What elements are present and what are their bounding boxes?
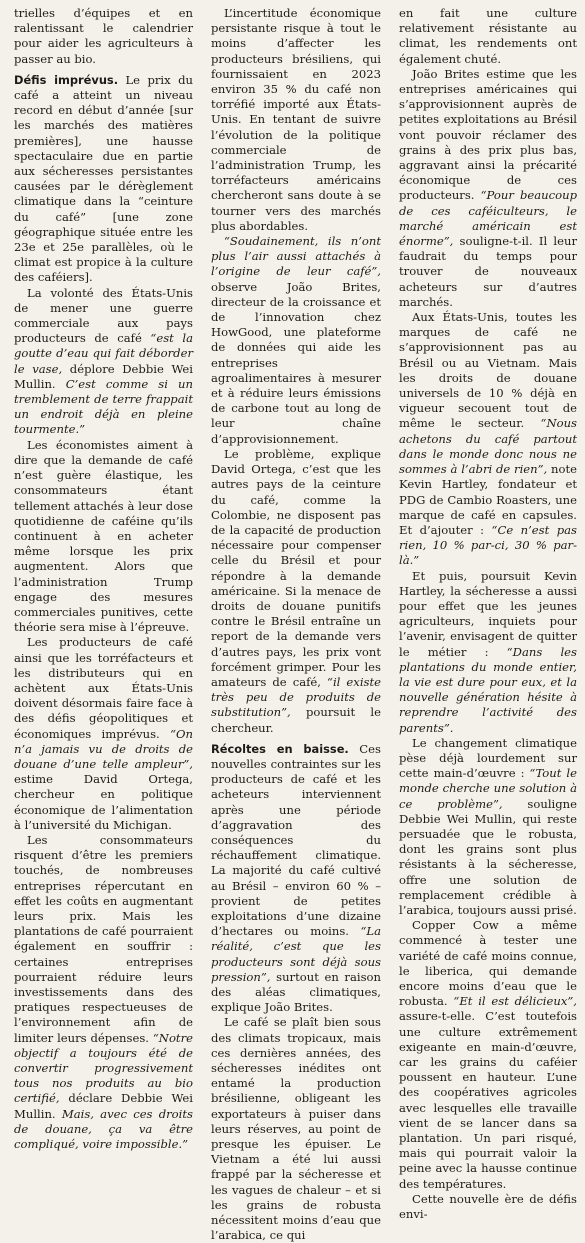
quote: “Tout le monde cherche une solution à ce problème”, bbox=[399, 766, 577, 811]
paragraph: Les consommateurs risquent d’être les premiers touchés, de nombreuses entreprises répercutant en effet les coûts en augmentant leurs prix. Mais les plantations de café pourraient également en souffrir : certaines entreprises pourraient réduire leurs investissements dans des pratiques respectueuses de l’environnement afin de limiter leurs dépenses. “Notre objectif a toujours été de convertir progressivement tous nos produits au bio certifié, déclare Debbie Wei Mullin. Mais, avec ces droits de douane, ça va être compliqué, voire impossible.” bbox=[14, 832, 193, 1152]
article-column-1 bbox=[14, 6, 202, 1152]
paragraph: Défis imprévus. Le prix du café a atteint un niveau record en début d’année [sur les marchés des matières premières], une hausse spectaculaire due en partie aux sécheresses persistantes causées par le dérèglement climatique dans la “ceinture du café” [une zone géographique située entre les 23e et 25e parallèles, où le climat est propice à la culture des caféiers]. bbox=[14, 72, 193, 285]
paragraph: Aux États-Unis, toutes les marques de café ne s’approvisionnent pas au Brésil ou au Vietnam. Mais les droits de douane universels de 10 % déjà en vigueur secouent tout de même le secteur. “Nous achetons du café partout dans le monde donc nous ne sommes à l’abri de rien”, note Kevin Hartley, fondateur et PDG de Cambio Roasters, une marque de café en capsules. Et d’ajouter : “Ce n’est pas rien, 10 % par-ci, 30 % par-là.” bbox=[399, 310, 577, 568]
quote: “Pour beaucoup de ces caféiculteurs, le marché américain est énorme”, bbox=[399, 188, 577, 249]
quote: “Nous achetons du café partout dans le monde donc nous ne sommes à l’abri de rien”, bbox=[399, 416, 577, 477]
paragraph: Et puis, poursuit Kevin Hartley, la sécheresse a aussi pour effet que les jeunes agriculteurs, inquiets pour l’avenir, envisagent de quitter le métier : “Dans les plantations du monde entier, la vie est dure pour eux, et la nouvelle génération hésite à reprendre l’activité des parents”. bbox=[399, 568, 577, 735]
paragraph: Récoltes en baisse. Ces nouvelles contraintes sur les producteurs de café et les acheteurs interviennent après une période d’aggravation des conséquences du réchauffement climatique. La majorité du café cultivé au Brésil – environ 60 % – provient de petites exploitations d’une dizaine d’hectares ou moins. “La réalité, c’est que les producteurs sont déjà sous pression”, surtout en raison des aléas climatiques, explique João Brites. bbox=[211, 741, 381, 1015]
paragraph: Copper Cow a même commencé à tester une variété de café moins connue, le liberica, qui demande encore moins d’eau que le robusta. “Et il est délicieux”, assure-t-elle. C’est toutefois une culture extrêmement exigeante en main-d’œuvre, car les grains du caféier poussent en hauteur. L’une des coopératives agricoles avec lesquelles elle travaille vient de se lancer dans sa plantation. Un pari risqué, mais qui pourrait valoir la peine avec la hausse continue des températures. bbox=[399, 918, 577, 1191]
article-column-3 bbox=[390, 6, 577, 1222]
quote: “Soudainement, ils n’ont plus l’air aussi attachés à l’origine de leur café”, bbox=[211, 234, 381, 279]
paragraph: Cette nouvelle ère de défis envi- bbox=[399, 1191, 577, 1222]
paragraph: en fait une culture relativement résistante au climat, les rendements ont également chuté. bbox=[399, 6, 577, 66]
quote: “Notre objectif a toujours été de convertir progressivement tous nos produits au bio certifié, bbox=[14, 1030, 193, 1106]
quote: “Et il est délicieux”, bbox=[453, 994, 577, 1009]
quote: Mais, avec ces droits de douane, ça va être compliqué, voire impossible.” bbox=[14, 1106, 193, 1152]
paragraph: Le café se plaît bien sous des climats tropicaux, mais ces dernières années, des sécheresses inédites ont entamé la production brésilienne, obligeant les exportateurs à puiser dans leurs réserves, au point de presque les épuiser. Le Vietnam a été lui aussi frappé par la sécheresse et les vagues de chaleur – et si les grains de robusta nécessitent moins d’eau que l’arabica, ce qui bbox=[211, 1015, 381, 1243]
quote: “La réalité, c’est que les producteurs sont déjà sous pression”, bbox=[211, 924, 381, 984]
quote: “est la goutte d’eau qui fait déborder le vase, bbox=[14, 331, 194, 376]
paragraph: João Brites estime que les entreprises américaines qui s’approvisionnent auprès de petites exploitations au Brésil vont pouvoir réclamer des grains à des prix plus bas, aggravant ainsi la précarité économique de ces producteurs. “Pour beaucoup de ces caféiculteurs, le marché américain est énorme”, souligne-t-il. Il leur faudrait du temps pour trouver de nouveaux acheteurs sur d’autres marchés. bbox=[399, 66, 577, 309]
paragraph: La volonté des États-Unis de mener une guerre commerciale aux pays producteurs de café “est la goutte d’eau qui fait déborder le vase, déplore Debbie Wei Mullin. C’est comme si un tremblement de terre frappait un endroit déjà en pleine tourmente.” bbox=[14, 285, 194, 437]
paragraph: “Soudainement, ils n’ont plus l’air aussi attachés à l’origine de leur café”, observe João Brites, directeur de la croissance et de l’innovation chez HowGood, une plateforme de données qui aide les entreprises agroalimentaires à mesurer et à réduire leurs émissions de carbone tout au long de leur chaîne d’approvisionnement. bbox=[211, 234, 381, 446]
paragraph: L’incertitude économique persistante risque à tout le moins d’affecter les producteurs brésiliens, qui fournissaient en 2023 environ 35 % du café non torréfié importé aux États-Unis. En tentant de suivre l’évolution de la politique commerciale de l’administration Trump, les torréfacteurs américains chercheront sans doute à se tourner vers des marchés plus abordables. bbox=[211, 6, 381, 233]
section-heading: Défis imprévus. bbox=[14, 72, 119, 87]
paragraph: Les économistes aiment à dire que la demande de café n’est guère élastique, les consommateurs étant tellement attachés à leur dose quotidienne de caféine qu’ils continuent à en acheter même lorsque les prix augmentent. Alors que l’administration Trump engage des mesures commerciales punitives, cette théorie sera mise à l’épreuve. bbox=[14, 437, 193, 635]
quote: “Dans les plantations du monde entier, la vie est dure pour eux, et la nouvelle génération hésite à reprendre l’activité des parents”. bbox=[399, 644, 577, 735]
paragraph: Le problème, explique David Ortega, c’est que les autres pays de la ceinture du café, comme la Colombie, ne disposent pas de la capacité de production nécessaire pour compenser celle du Brésil et pour répondre à la demande américaine. Si la menace de droits de douane punitifs contre le Brésil entraîne un report de la demande vers d’autres pays, les prix vont forcément grimper. Pour les amateurs de café, “il existe très peu de produits de substitution”, poursuit le chercheur. bbox=[211, 446, 381, 735]
quote: C’est comme si un tremblement de terre frappait un endroit déjà en pleine tourmente.” bbox=[14, 376, 193, 437]
article-column-2 bbox=[202, 6, 390, 1243]
quote: “Ce n’est pas rien, 10 % par-ci, 30 % par-là.” bbox=[399, 522, 577, 568]
paragraph: Les producteurs de café ainsi que les torréfacteurs et les distributeurs qui en achètent aux États-Unis doivent désormais faire face à des défis géopolitiques et économiques imprévus. “On n’a jamais vu de droits de douane d’une telle ampleur”, estime David Ortega, chercheur en politique économique de l’alimentation à l’université du Michigan. bbox=[14, 635, 193, 832]
paragraph: trielles d’équipes et en ralentissant le calendrier pour aider les agriculteurs à passer au bio. bbox=[14, 6, 193, 66]
quote: “On n’a jamais vu de droits de douane d’une telle ampleur”, bbox=[14, 726, 193, 771]
section-heading: Récoltes en baisse. bbox=[211, 741, 349, 756]
quote: “il existe très peu de produits de substitution”, bbox=[211, 674, 381, 720]
paragraph: Le changement climatique pèse déjà lourdement sur cette main-d’œuvre : “Tout le monde cherche une solution à ce problème”, souligne Debbie Wei Mullin, qui reste persuadée que le robusta, dont les grains sont plus résistants à la sécheresse, offre une solution de remplacement crédible à l’arabica, toujours aussi prisé. bbox=[399, 735, 577, 917]
